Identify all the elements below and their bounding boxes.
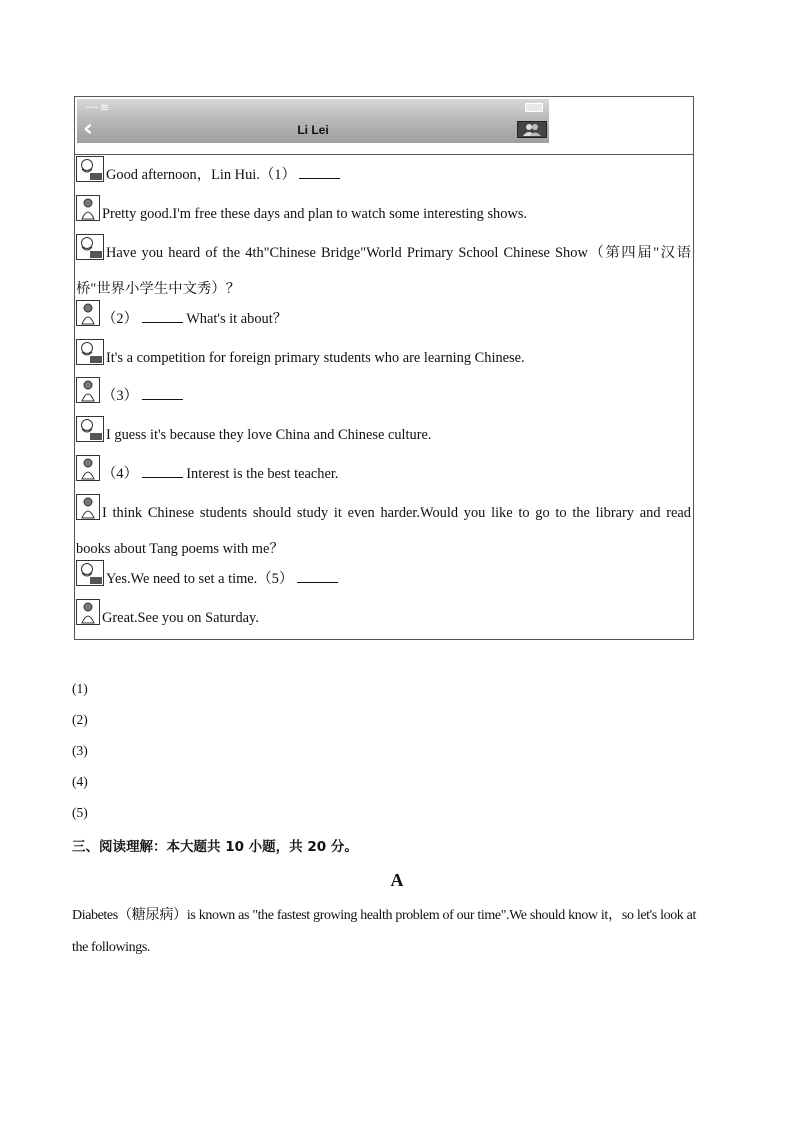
answer-line-1: (1)	[72, 681, 88, 696]
message-text: （2）	[102, 310, 138, 327]
chat-message	[76, 156, 691, 195]
status-bar	[77, 99, 549, 115]
li-lei-avatar-icon	[76, 455, 100, 494]
chat-message	[76, 494, 691, 566]
passage-text: Diabetes（糖尿病）is known as "the fastest growing health problem of our time".We should know it，so let's look at the followings.	[72, 908, 696, 955]
lin-hui-avatar-icon	[76, 156, 104, 195]
section-heading: 三、阅读理解：本大题共 10 小题，共 20 分。	[72, 839, 358, 855]
answer-blank	[142, 308, 183, 323]
chat-message	[76, 195, 691, 234]
message-text: What's it about？	[186, 310, 288, 327]
chat-message	[76, 455, 691, 494]
message-text: Pretty good.I'm free these days and plan to watch some interesting shows.	[102, 205, 528, 222]
message-text: Good afternoon，Lin Hui.（1）	[106, 166, 296, 183]
chat-message	[76, 560, 691, 599]
battery-icon	[525, 103, 543, 112]
li-lei-avatar-icon	[76, 599, 100, 638]
chat-message	[76, 300, 691, 339]
contact-name: Li Lei	[297, 123, 329, 137]
wifi-icon: ····· ≋	[85, 101, 109, 114]
chat-message	[76, 234, 691, 306]
li-lei-avatar-icon	[76, 494, 100, 533]
message-text: I think Chinese students should study it even harder.Would you like to go to the library and read books about Tang poems with me？	[76, 504, 691, 557]
answer-blank	[297, 568, 338, 583]
lin-hui-avatar-icon	[76, 416, 104, 455]
answer-line-5: (5)	[72, 805, 88, 820]
back-arrow-icon[interactable]: ‹	[83, 114, 93, 142]
message-text: （4）	[102, 465, 138, 482]
li-lei-avatar-icon	[76, 195, 100, 234]
chat-message	[76, 339, 691, 378]
lin-hui-avatar-icon	[76, 339, 104, 378]
answer-line-4: (4)	[72, 774, 88, 789]
answer-blank	[142, 463, 183, 478]
message-text: Yes.We need to set a time.（5）	[106, 570, 294, 587]
answer-blank	[142, 385, 183, 400]
answer-blank	[299, 164, 340, 179]
message-text: Have you heard of the 4th"Chinese Bridge"World Primary School Chinese Show（第四届"汉语桥"世界小学生中文秀）？	[76, 244, 691, 297]
chat-message	[76, 416, 691, 455]
answer-line-3: (3)	[72, 743, 88, 758]
header-divider	[75, 154, 693, 155]
chat-screenshot	[74, 96, 694, 640]
chat-message	[76, 377, 691, 416]
message-text: （3）	[102, 387, 138, 404]
passage-title: A	[390, 870, 404, 890]
chat-message	[76, 599, 691, 638]
message-text: Great.See you on Saturday.	[102, 609, 259, 626]
message-text: It's a competition for foreign primary students who are learning Chinese.	[106, 349, 525, 366]
lin-hui-avatar-icon	[76, 234, 104, 273]
lin-hui-avatar-icon	[76, 560, 104, 599]
message-text: Interest is the best teacher.	[186, 465, 339, 482]
li-lei-avatar-icon	[76, 300, 100, 339]
answer-line-2: (2)	[72, 712, 88, 727]
li-lei-avatar-icon	[76, 377, 100, 416]
contacts-icon[interactable]	[517, 121, 547, 138]
phone-title-bar	[77, 99, 549, 143]
message-text: I guess it's because they love China and Chinese culture.	[106, 426, 432, 443]
